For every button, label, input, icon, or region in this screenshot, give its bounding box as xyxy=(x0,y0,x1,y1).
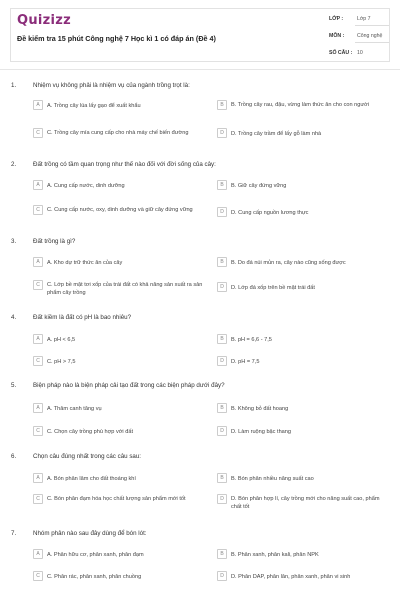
question-text: Đất trồng có tầm quan trọng như thế nào đối với đời sống của cây: xyxy=(33,161,216,168)
worksheet-header xyxy=(10,8,390,62)
option-text: A. Thâm canh tăng vụ xyxy=(47,406,102,412)
option-letter: C xyxy=(33,356,43,366)
option-text: D. Cung cấp nguồn lương thực xyxy=(231,210,309,216)
option-letter: A xyxy=(33,549,43,559)
option-text: C. Phân rác, phân xanh, phân chuồng xyxy=(47,574,142,580)
option-text: C. Bón phân đạm hóa học chất lượng sản phẩm mới tốt xyxy=(47,495,186,502)
option-letter: B xyxy=(217,549,227,559)
option-text: B. Không bỏ đất hoang xyxy=(231,406,289,412)
option-text: A. Trồng cây lúa lấy gạo để xuất khẩu xyxy=(47,103,141,109)
meta-underline xyxy=(355,42,389,43)
option-text: D. Lớp đá xốp trên bề mặt trái đất xyxy=(231,285,315,291)
question-text: Đất trồng là gì? xyxy=(33,238,76,245)
meta-count-row xyxy=(325,45,391,61)
option-text: A. Bón phân lâm cho đất thoáng khí xyxy=(47,476,136,482)
option-letter: B xyxy=(217,403,227,413)
option-text: A. pH < 6,5 xyxy=(47,337,76,343)
option-text: B. Bón phân nhiều năng suất cao xyxy=(231,476,314,482)
option-letter: A xyxy=(33,100,43,110)
option-text: D. Trồng cây trầm để lấy gỗ làm nhà xyxy=(231,131,322,137)
question-text: Nhóm phân nào sau đây dùng để bón lót: xyxy=(33,530,147,537)
question-number: 5. xyxy=(11,382,17,389)
option-letter: D xyxy=(217,282,227,292)
option-letter: A xyxy=(33,257,43,267)
option-text: D. Làm ruộng bậc thang xyxy=(231,429,292,435)
option-letter: A xyxy=(33,180,43,190)
option-text: C. Trồng cây mía cung cấp cho nhà máy chế biến đường xyxy=(47,129,189,136)
header-divider xyxy=(0,69,400,70)
question-number: 6. xyxy=(11,453,17,460)
option-letter: D xyxy=(217,494,227,504)
meta-subject-key: MÔN : xyxy=(329,33,345,39)
option-letter: A xyxy=(33,473,43,483)
option-text: A. Cung cấp nước, dinh dưỡng xyxy=(47,183,125,189)
option-text: D. Phân DAP, phân lân, phân xanh, phân vi sinh xyxy=(231,574,351,580)
question-number: 4. xyxy=(11,314,17,321)
option-letter: B xyxy=(217,257,227,267)
option-text: A. Phân hữu cơ, phân xanh, phân đạm xyxy=(47,552,144,558)
option-text: B. Do đá núi mủn ra, cây nào cũng sống được xyxy=(231,260,346,266)
question-text: Chọn câu đúng nhất trong các câu sau: xyxy=(33,453,142,460)
worksheet-title: Đề kiểm tra 15 phút Công nghệ 7 Học kì 1 có đáp án (Đề 4) xyxy=(17,34,216,43)
option-text: B. pH = 6,6 - 7,5 xyxy=(231,337,272,343)
option-letter: C xyxy=(33,205,43,215)
option-text: B. Giữ cây đứng vững xyxy=(231,183,287,189)
option-letter: C xyxy=(33,128,43,138)
quizizz-logo: Quizizz xyxy=(17,13,72,28)
question-number: 7. xyxy=(11,530,17,537)
option-letter: B xyxy=(217,180,227,190)
meta-class-row xyxy=(325,11,391,27)
option-letter: D xyxy=(217,426,227,436)
option-letter: C xyxy=(33,571,43,581)
worksheet-meta xyxy=(325,9,391,63)
option-letter: D xyxy=(217,207,227,217)
option-letter: B xyxy=(217,334,227,344)
question-number: 2. xyxy=(11,161,17,168)
meta-count-value: 10 xyxy=(357,50,363,56)
question-text: Biện pháp nào là biện pháp cải tạo đất trong các biện pháp dưới đây? xyxy=(33,382,225,389)
option-letter: D xyxy=(217,128,227,138)
option-text: A. Kho dự trữ thức ăn của cây xyxy=(47,260,123,266)
option-letter: C xyxy=(33,426,43,436)
meta-subject-row xyxy=(325,28,391,44)
question-text: Nhiệm vụ không phải là nhiệm vụ của ngành trồng trọt là: xyxy=(33,82,190,89)
option-text: D. Bón phân hợp lí, cây trồng mới cho năng suất cao, phẩm chất tốt xyxy=(231,495,380,510)
option-letter: D xyxy=(217,356,227,366)
option-letter: D xyxy=(217,571,227,581)
option-text: C. pH > 7,5 xyxy=(47,359,76,365)
option-text: D. pH = 7,5 xyxy=(231,359,260,365)
option-text: C. Chọn cây trồng phù hợp với đất xyxy=(47,429,134,435)
option-letter: B xyxy=(217,473,227,483)
option-text: B. Phân xanh, phân kali, phân NPK xyxy=(231,552,319,558)
meta-class-value: Lớp 7 xyxy=(357,16,371,22)
option-letter: B xyxy=(217,100,227,110)
meta-underline xyxy=(355,25,389,26)
option-text: C. Cung cấp nước, oxy, dinh dưỡng và giữ cây đứng vững xyxy=(47,206,193,213)
option-text: B. Trồng cây rau, đậu, vừng làm thức ăn cho con người xyxy=(231,101,370,108)
question-number: 3. xyxy=(11,238,17,245)
meta-subject-value: Công nghệ xyxy=(357,33,383,39)
meta-count-key: SỐ CÂU : xyxy=(329,50,353,56)
meta-class-key: LỚP : xyxy=(329,16,344,22)
question-text: Đất kiềm là đất có pH là bao nhiêu? xyxy=(33,314,132,321)
option-letter: C xyxy=(33,494,43,504)
option-letter: A xyxy=(33,334,43,344)
question-number: 1. xyxy=(11,82,17,89)
option-letter: A xyxy=(33,403,43,413)
option-text: C. Lớp bề mặt tơi xốp của trái đất có khả năng sản xuất ra sản phẩm cây trồng xyxy=(47,281,203,296)
option-letter: C xyxy=(33,280,43,290)
